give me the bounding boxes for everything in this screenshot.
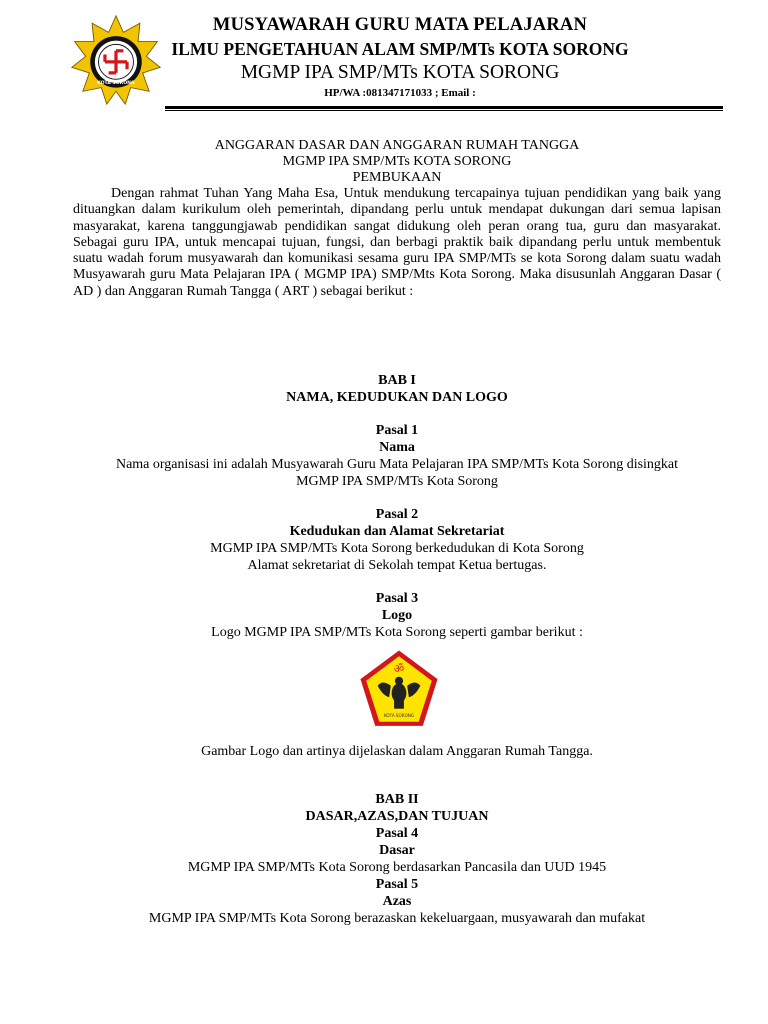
svg-text:KOTA SORONG: KOTA SORONG [97,80,135,86]
document-title-1: ANGGARAN DASAR DAN ANGGARAN RUMAH TANGGA [214,138,580,153]
pasal2-text-2: Alamat sekretariat di Sekolah tempat Ketua bertugas. [247,558,547,573]
pasal3-text-1: Logo MGMP IPA SMP/MTs Kota Sorong seperti gambar berikut : [211,625,583,640]
section-title-pembukaan: PEMBUKAAN [352,170,442,185]
pasal4-text-1: MGMP IPA SMP/MTs Kota Sorong berdasarkan Pancasila dan UUD 1945 [187,860,607,875]
logo-caption: Gambar Logo dan artinya dijelaskan dalam Anggaran Rumah Tangga. [201,744,593,759]
bab1-title: NAMA, KEDUDUKAN DAN LOGO [286,390,508,405]
pasal2-label: Pasal 2 [375,507,419,522]
pasal5-label: Pasal 5 [375,877,419,892]
pasal1-text-2: MGMP IPA SMP/MTs Kota Sorong [296,474,498,489]
pasal2-title: Kedudukan dan Alamat Sekretariat [289,524,505,539]
pasal1-text-1: Nama organisasi ini adalah Musyawarah Guru Mata Pelajaran IPA SMP/MTs Kota Sorong disingkat [115,457,679,472]
pasal3-label: Pasal 3 [375,591,419,606]
letterhead-contact: HP/WA :081347171033 ; Email : [324,87,476,99]
bab1-number: BAB I [378,373,416,388]
letterhead-rule-thin [165,110,723,111]
letterhead-rule [165,106,723,109]
pasal2-text-1: MGMP IPA SMP/MTs Kota Sorong berkedudukan di Kota Sorong [210,541,584,556]
letterhead-line-3: MGMP IPA SMP/MTs KOTA SORONG [240,62,560,83]
svg-text:ॐ: ॐ [393,661,405,676]
pasal4-title: Dasar [379,843,415,858]
pasal1-label: Pasal 1 [375,423,419,438]
opening-paragraph: Dengan rahmat Tuhan Yang Maha Esa, Untuk mendukung tercapainya tujuan pendidikan yang baik yang dituangkan dalam kurikulum oleh pemerintah, dipandang perlu untuk mendapat dukungan dari semua lapisan masyarakat, karena tanggungjawab pendidikan sangat didukung oleh peran orang tua, guru dan masyarakat. Sebagai guru IPA, untuk mencapai tujuan, fungsi, dan berbagi praktik baik dipandang perlu untuk membentuk suatu wadah forum musyawarah dan komunikasi sesama guru IPA SMP/MTs se kota Sorong dalam suatu wadah Musyawarah guru Mata Pelajaran IPA ( MGMP IPA) SMP/Mts Kota Sorong. Maka disusunlah Anggaran Dasar ( AD ) dan Anggaran Rumah Tangga ( ART ) sebagai berikut : [73,186,721,299]
bab2-title: DASAR,AZAS,DAN TUJUAN [305,809,489,824]
pasal3-title: Logo [381,608,413,623]
pasal5-text-1: MGMP IPA SMP/MTs Kota Sorong berazaskan kekeluargaan, musyawarah dan mufakat [148,911,646,926]
pasal5-title: Azas [382,894,412,909]
letterhead-line-1: MUSYAWARAH GURU MATA PELAJARAN [212,15,588,35]
letterhead-line-2: ILMU PENGETAHUAN ALAM SMP/MTs KOTA SORONG [171,39,629,59]
pasal4-label: Pasal 4 [375,826,419,841]
letterhead [0,0,768,112]
document-title-2: MGMP IPA SMP/MTs KOTA SORONG [282,154,512,169]
pasal1-title: Nama [379,440,415,455]
bab2-number: BAB II [375,792,419,807]
mgmp-logo-icon [358,648,440,730]
svg-text:KOTA SORONG: KOTA SORONG [383,712,415,718]
